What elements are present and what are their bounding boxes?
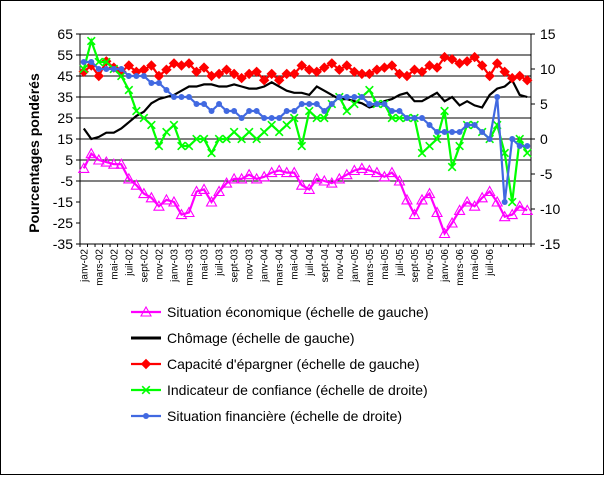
x-tick-label: mars-03 [184,249,196,286]
x-tick-label: mai-06 [470,249,482,280]
data-point [359,94,365,100]
data-point [396,108,402,114]
data-point [404,115,410,121]
right-tick-label: 5 [540,96,548,112]
data-point [502,199,508,205]
right-tick-label: 10 [540,61,556,77]
data-point [118,66,124,72]
data-point [231,108,237,114]
legend-item [131,356,420,372]
data-point [81,59,87,65]
data-point [88,59,94,65]
x-tick-label: nov-05 [425,249,437,280]
x-tick-label: sept-02 [139,249,151,283]
x-tick-label: sept-05 [409,249,421,283]
left-tick-label: 45 [57,68,73,84]
data-point [306,101,312,107]
data-point [487,136,493,142]
right-tick-label: -5 [540,166,553,182]
right-tick-label: 0 [540,131,548,147]
x-tick-label: mai-05 [379,249,391,280]
legend [131,304,429,424]
x-tick-label: janv-02 [79,249,91,282]
x-tick-label: mai-04 [289,249,301,280]
data-point [103,66,109,72]
data-point [261,115,267,121]
data-point [111,66,117,72]
data-point [457,129,463,135]
right-tick-label: -10 [540,201,561,217]
legend-label: Chômage (échelle de gauche) [167,330,355,346]
data-point [126,73,132,79]
data-point [427,122,433,128]
data-point [524,143,530,149]
data-point [299,101,305,107]
x-tick-label: mars-02 [94,249,106,286]
data-point [239,115,245,121]
chart-svg [1,1,603,474]
legend-label: Indicateur de confiance (échelle de droite) [167,382,428,398]
x-tick-label: juil-06 [485,249,497,276]
x-tick-label: sept-04 [319,249,331,283]
x-tick-label: sept-03 [229,249,241,283]
data-point [284,108,290,114]
data-point [133,73,139,79]
x-tick-label: juil-03 [214,249,226,276]
x-tick-label: janv-06 [440,249,452,282]
data-point [494,94,500,100]
x-tick-label: mai-02 [109,249,121,280]
legend-item [131,408,402,424]
data-point [246,108,252,114]
data-point [411,115,417,121]
x-tick-label: nov-02 [154,249,166,280]
data-point [434,129,440,135]
data-point [163,87,169,93]
data-point [517,143,523,149]
data-point [254,108,260,114]
data-point [381,101,387,107]
data-point [366,101,372,107]
data-point [186,94,192,100]
data-point [148,80,154,86]
left-tick-label: 35 [57,89,73,105]
data-point [449,129,455,135]
data-point [276,115,282,121]
legend-marker [143,413,149,419]
left-tick-label: 25 [57,110,73,126]
x-tick-label: mars-05 [364,249,376,286]
data-point [344,94,350,100]
data-point [216,101,222,107]
data-point [336,94,342,100]
x-tick-label: nov-04 [334,249,346,280]
left-tick-label: -35 [52,236,73,252]
data-point [464,122,470,128]
data-point [479,129,485,135]
data-point [374,101,380,107]
data-point [472,122,478,128]
left-tick-label: -5 [60,173,73,189]
legend-item [131,304,429,320]
legend-label: Capacité d'épargner (échelle de gauche) [167,356,420,372]
data-point [442,129,448,135]
data-point [224,108,230,114]
x-tick-label: janv-05 [349,249,361,282]
legend-label: Situation économique (échelle de gauche) [167,304,429,320]
x-tick-label: mars-04 [274,249,286,286]
data-point [96,66,102,72]
left-tick-label: 5 [65,152,73,168]
data-point [509,136,515,142]
data-point [209,108,215,114]
legend-item [131,382,428,398]
x-tick-label: juil-02 [124,249,136,276]
data-point [178,94,184,100]
right-tick-label: -15 [540,236,561,252]
left-tick-label: 65 [57,26,73,42]
data-point [141,73,147,79]
data-point [171,94,177,100]
x-tick-label: juil-05 [394,249,406,276]
data-point [389,108,395,114]
data-point [194,101,200,107]
left-tick-label: -15 [52,194,73,210]
data-point [321,108,327,114]
data-point [269,115,275,121]
x-tick-label: janv-03 [169,249,181,282]
left-tick-label: 15 [57,131,73,147]
x-tick-label: juil-04 [304,249,316,276]
legend-marker [142,360,151,369]
data-point [329,101,335,107]
data-point [201,101,207,107]
data-point [291,108,297,114]
y-axis-title: Pourcentages pondérés [26,73,42,233]
data-point [156,80,162,86]
left-tick-label: -25 [52,215,73,231]
x-tick-label: mars-06 [455,249,467,286]
data-point [314,101,320,107]
x-tick-label: nov-03 [244,249,256,280]
x-tick-label: janv-04 [259,249,271,282]
data-point [351,94,357,100]
left-tick-label: 55 [57,47,73,63]
right-tick-label: 15 [540,26,556,42]
x-tick-label: mai-03 [199,249,211,280]
legend-item [131,330,355,346]
data-point [419,115,425,121]
legend-label: Situation financière (échelle de droite) [167,408,403,424]
